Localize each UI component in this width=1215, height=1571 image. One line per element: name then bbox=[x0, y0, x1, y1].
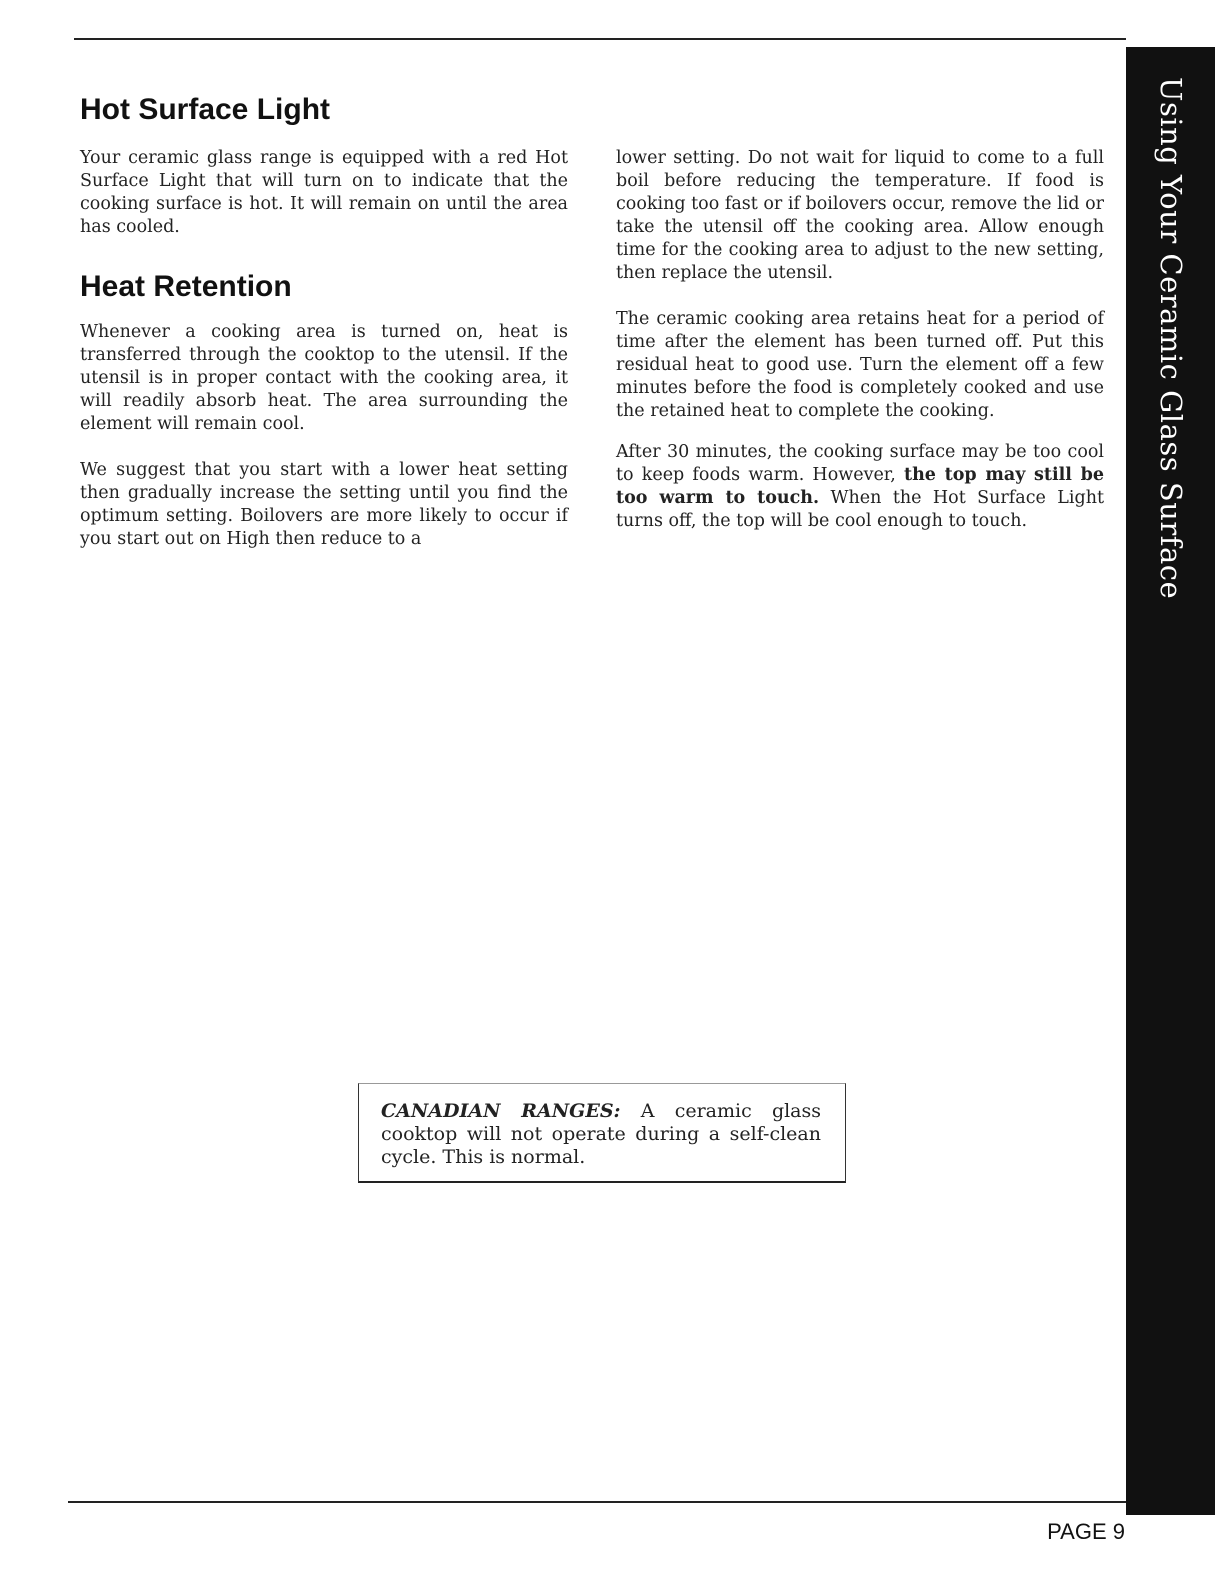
paragraph-5-start: After 30 minutes, the cooking surface may be too cool to keep foods warm. However, bbox=[616, 442, 1104, 485]
notice-text bbox=[381, 1100, 821, 1169]
warning-emphasis: the top may still be too warm to touch. bbox=[616, 465, 1105, 508]
paragraph-heat-retention-2: We suggest that you start with a lower heat setting then gradually increase the setting until you find the optimum setting. Boilovers are more likely to occur if you start out on High then reduce to a bbox=[80, 460, 568, 549]
paragraph-heat-retention-5 bbox=[616, 441, 1104, 533]
paragraph-5-end: When the Hot Surface Light turns off, the top will be cool enough to touch. bbox=[616, 488, 1104, 531]
paragraph-hot-surface-light: Your ceramic glass range is equipped with a red Hot Surface Light that will turn on to indicate that the cooking surface is hot. It will remain on until the area has cooled. bbox=[80, 148, 568, 237]
paragraph-heat-retention-1: Whenever a cooking area is turned on, heat is transferred through the cooktop to the utensil. If the utensil is in proper contact with the cooking area, it will readily absorb heat. The area surrounding the element will remain cool. bbox=[80, 322, 568, 434]
paragraph-heat-retention-3: lower setting. Do not wait for liquid to come to a full boil before reducing the temperature. If food is cooking too fast or if boilovers occur, remove the lid or take the utensil off the cooking area. Allow enough time for the cooking area to adjust to the new setting, then replace the utensil. bbox=[616, 148, 1104, 283]
paragraph-heat-retention-4: The ceramic cooking area retains heat for a period of time after the element has been turned off. Put this residual heat to good use. Turn the element off a few minutes before the food is completely cooked and use the retained heat to complete the cooking. bbox=[616, 309, 1104, 421]
notice-body: A ceramic glass cooktop will not operate during a self-clean cycle. This is normal. bbox=[381, 1100, 822, 1168]
bottom-rule bbox=[68, 1501, 1126, 1503]
heading-hot-surface-light: Hot Surface Light bbox=[80, 93, 331, 126]
side-tab-label: Using Your Ceramic Glass Surface bbox=[1154, 77, 1188, 600]
heading-heat-retention: Heat Retention bbox=[80, 270, 292, 303]
notice-lead: CANADIAN RANGES: bbox=[381, 1100, 621, 1122]
top-rule bbox=[74, 38, 1126, 40]
canadian-ranges-notice bbox=[358, 1083, 846, 1183]
side-tab-label-wrap bbox=[1126, 47, 1215, 687]
page-number: PAGE 9 bbox=[1047, 1519, 1125, 1544]
